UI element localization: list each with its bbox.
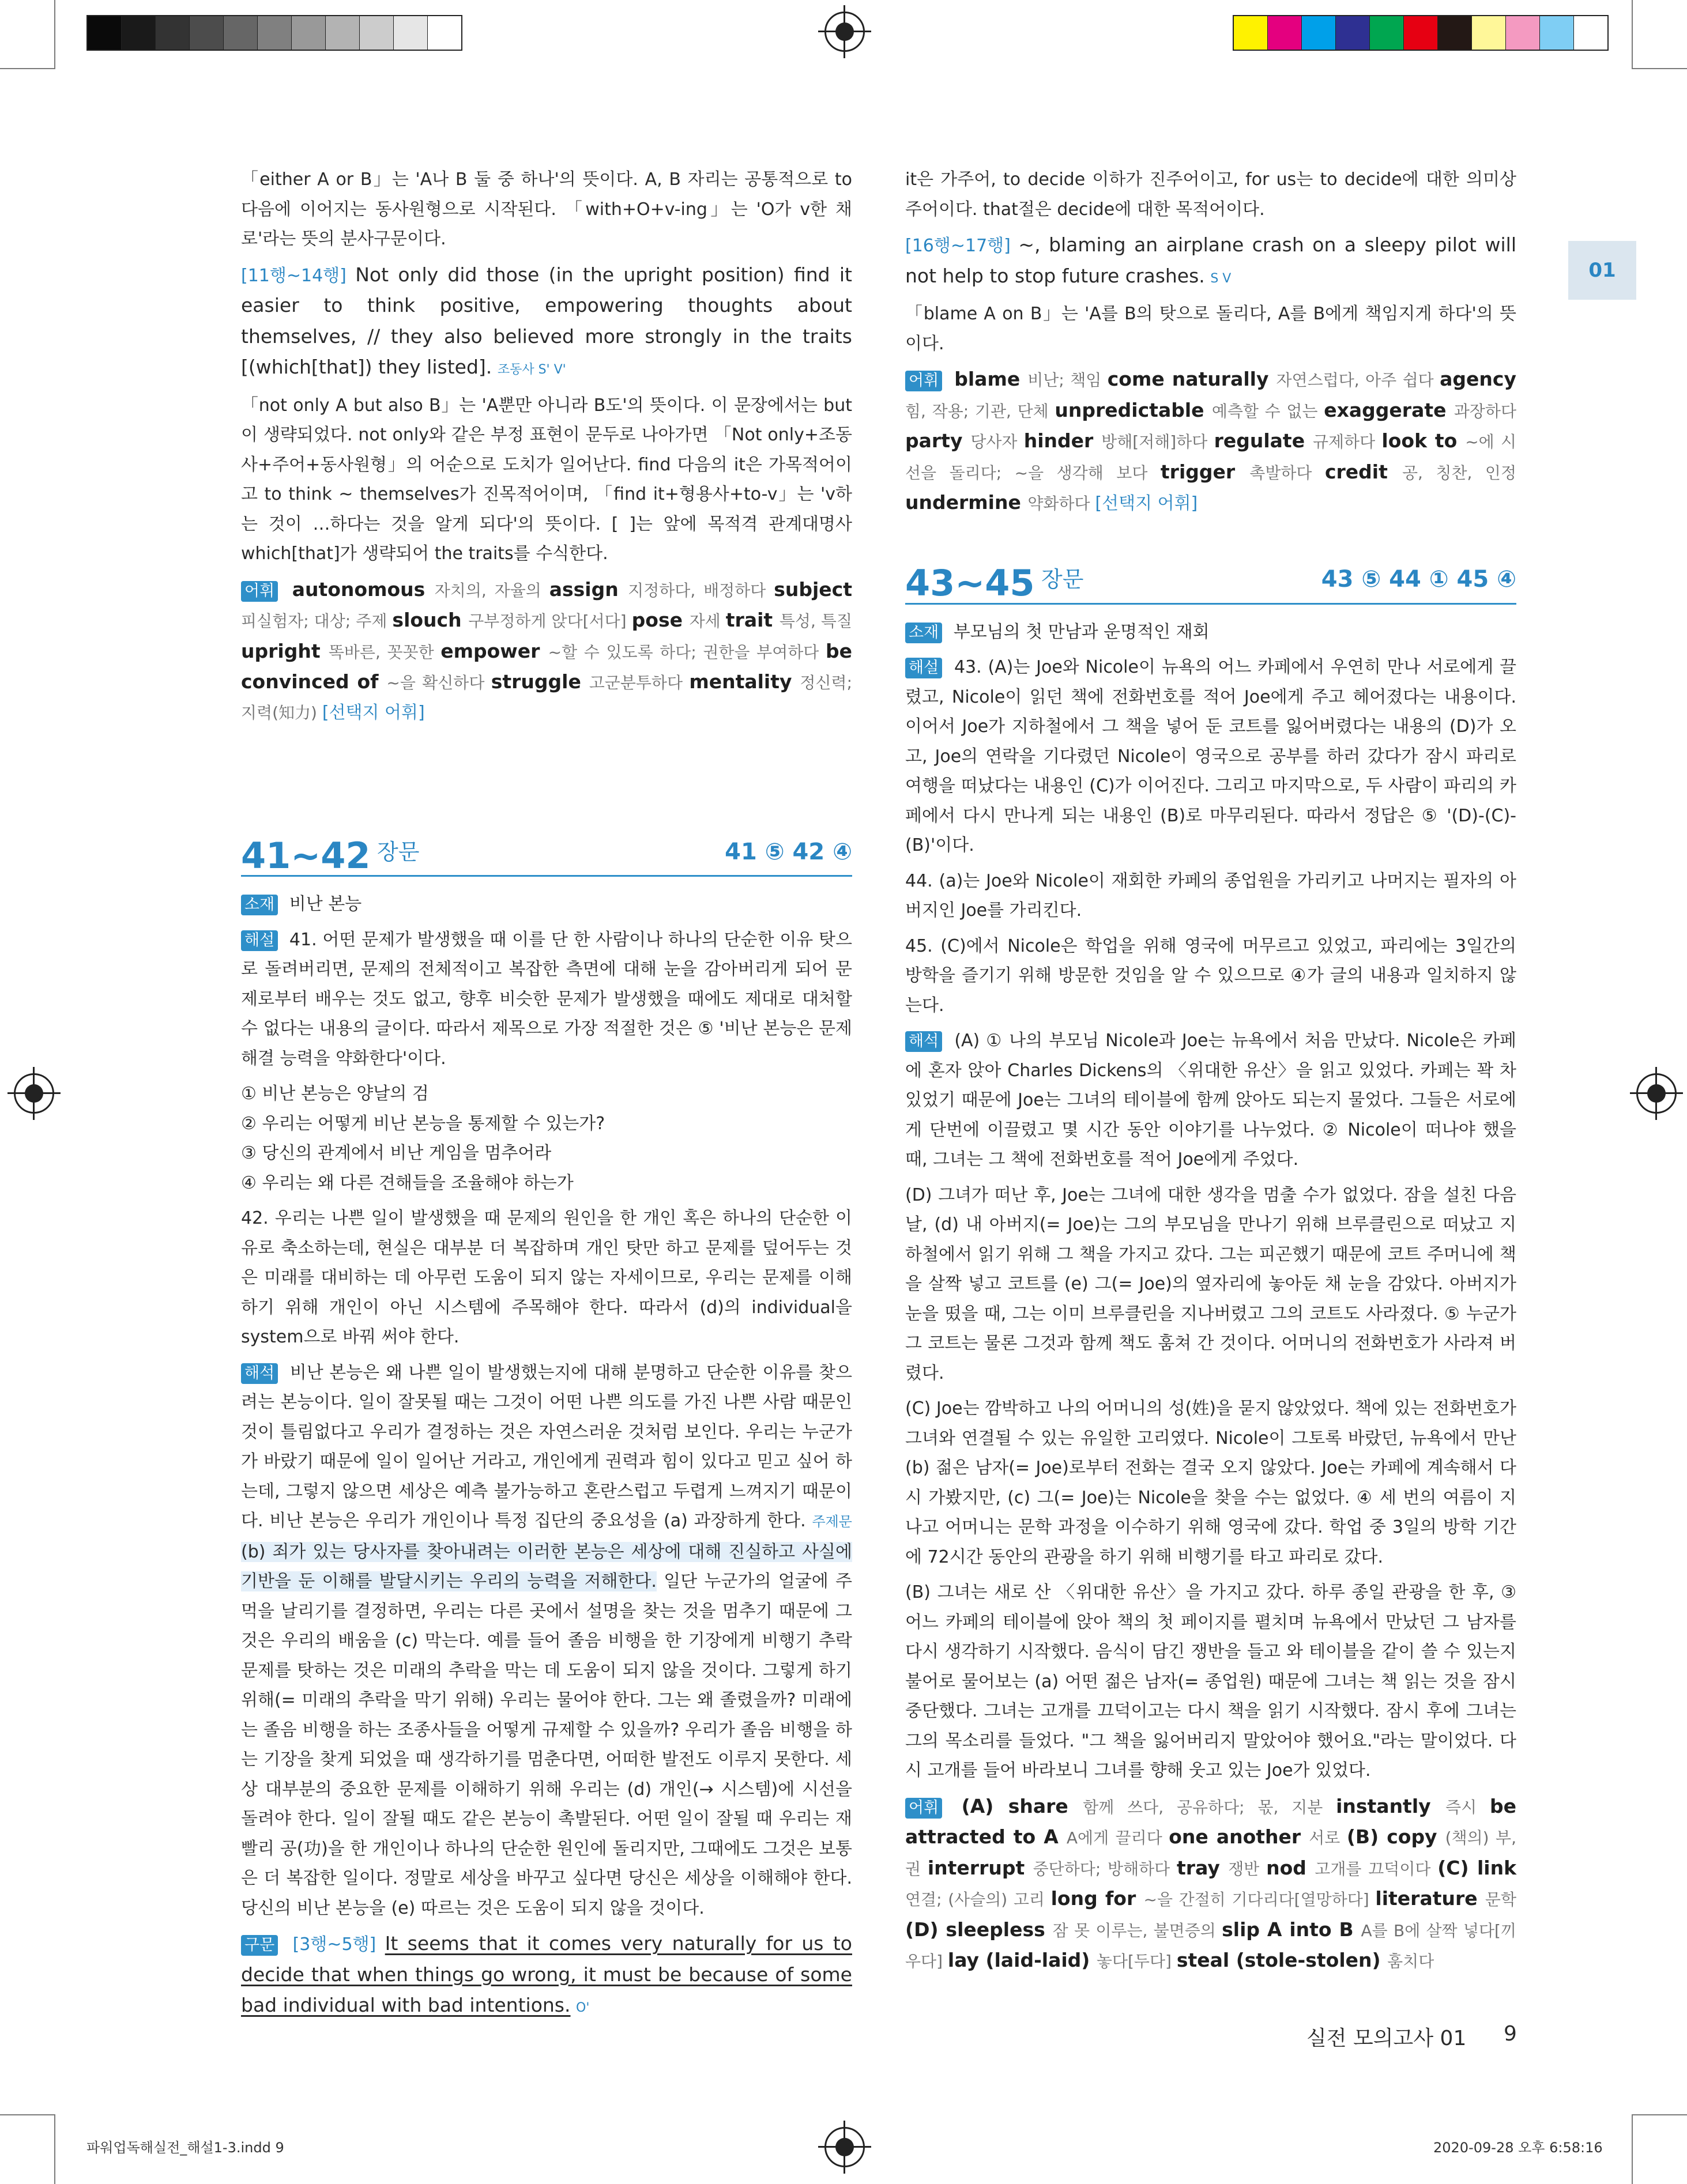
translation-text: 일단 누군가의 얼굴에 주먹을 날리기를 결정하면, 우리는 다른 곳에서 설명을 찾는 것을 멈추기 때문에 그것은 우리의 배움을 (c) 막는다. 예를 들어 졸음 비행을 한 기장에게 비행기 추락 문제를 탓하는 것은 미래의 추락을 막는 데 도움이 되지 않을 것이다. 그렇게 하기 위해(= 미래의 추락을 막기 위해) 우리는 물어야 한다. 그는 왜 졸렸을까? 미래에는 졸음 비행을 하는 조종사들을 어떻게 규제할 수 있을까? 우리가 졸음 비행을 하는 기장을 찾게 되었을 때 생각하기를 멈춘다면, 어떠한 발전도 이루지 못한다. 세상 대부분의 중요한 문제를 이해하기 위해 우리는 (d) 개인(→ 시스템)에 시선을 돌려야 한다. 일이 잘될 때도 같은 본능이 촉발된다. 어떤 일이 잘될 때 우리는 재빨리 공(功)을 한 개인이나 하나의 단순한 원인에 돌리지만, 그때에도 그것은 보통은 더 복잡한 일이다. 정말로 세상을 바꾸고 싶다면 당신은 세상을 이해해야 한다. 당신의 비난 본능을 (e) 따르는 것은 도움이 되지 않을 것이다.	[241, 1571, 852, 1918]
vocab-meaning: 약화하다	[1027, 494, 1095, 513]
vocab-meaning: ~을 간절히 기다리다[열망하다]	[1143, 1890, 1376, 1909]
option-3: ③ 당신의 관계에서 비난 게임을 멈추어라	[241, 1143, 552, 1163]
vocab-word: (B) copy	[1346, 1825, 1445, 1848]
explanation-45: 45. (C)에서 Nicole은 학업을 위해 영국에 머무르고 있었고, 파리에는 3일간의 방학을 즐기기 위해 방문한 것임을 알 수 있으므로 ④가 글의 내용과 일치하지 않는다.	[905, 936, 1516, 1016]
line-reference: [16행~17행]	[905, 236, 1011, 256]
vocab-meaning: 고개를 끄덕이다	[1315, 1859, 1438, 1879]
explanation-42: 42. 우리는 나쁜 일이 발생했을 때 문제의 원인을 한 개인 혹은 하나의 단순한 이유로 축소하는데, 현실은 대부분 더 복잡하며 개인 탓만 하고 문제를 덮어두는 것은 미래를 대비하는 데 아무런 도움이 되지 않는 자세이므로, 우리는 문제를 이해하기 위해 개인이 아닌 시스템에 주목해야 한다. 따라서 (d)의 individual을 system으로 바꿔 써야 한다.	[241, 1208, 852, 1347]
vocab-word: hinder	[1023, 429, 1102, 452]
vocab-meaning: 잠 못 이루는, 불면증의	[1052, 1921, 1222, 1940]
section-label: 장문	[377, 839, 420, 865]
vocab-word: tray	[1177, 1856, 1229, 1879]
explanation-text: 41. 어떤 문제가 발생했을 때 이를 단 한 사람이나 하나의 단순한 이유 탓으로 돌려버리면, 문제의 전체적이고 복잡한 측면에 대해 눈을 감아버리게 되어 문제로부터 배우는 것도 없고, 향후 비슷한 문제가 발생했을 때에도 제대로 대처할 수 없다는 내용의 글이다. 따라서 제목으로 가장 적절한 것은 ⑤ '비난 본능은 문제해결 능력을 약화한다'이다.	[241, 929, 852, 1069]
crop-mark	[0, 68, 55, 69]
vocab-word: trigger	[1160, 460, 1250, 483]
vocab-word: assign	[549, 578, 628, 601]
color-swatch	[359, 16, 393, 50]
grammar-note: 「either A or B」는 'A나 B 둘 중 하나'의 뜻이다. A, B 자리는 공통적으로 to 다음에 이어지는 동사원형으로 시작된다. 「with+O+v-ing」는 'O가 v한 채로'라는 뜻의 분사구문이다.	[241, 169, 852, 249]
footer-title: 실전 모의고사 01	[1306, 2027, 1467, 2050]
sentence-analysis	[905, 230, 1516, 293]
vocab-meaning: 쟁반	[1228, 1859, 1267, 1879]
grammar-note: 「blame A on B」는 'A를 B의 탓으로 돌리다, A를 B에게 책임지게 하다'의 뜻이다.	[905, 304, 1516, 354]
explanation-text: 43. (A)는 Joe와 Nicole이 뉴욕의 어느 카페에서 우연히 만나 서로에게 끌렸고, Nicole이 읽던 책에 전화번호를 적어 Joe에게 주고 헤어졌다는 내용이다. 이어서 Joe가 지하철에서 그 책을 넣어 둔 코트를 잃어버렸다는 내용의 (D)가 오고, Joe의 연락을 기다렸던 Nicole이 영국으로 공부를 하러 갔다가 잠시 파리로 여행을 떠났다는 내용인 (C)가 이어진다. 그리고 마지막으로, 두 사람이 파리의 카페에서 다시 만나게 되는 내용인 (B)로 마무리된다. 따라서 정답은 ⑤ '(D)-(C)-(B)'이다.	[905, 657, 1516, 855]
process-color-bar	[1233, 15, 1609, 51]
vocab-meaning: 구부정하게 앉다[서다]	[468, 612, 632, 631]
vocab-list	[905, 370, 1516, 514]
vocab-word: come naturally	[1107, 368, 1276, 390]
vocab-word: party	[905, 429, 971, 452]
vocab-list	[905, 1794, 1517, 1972]
vocab-block	[905, 364, 1516, 519]
vocab-meaning: 자치의, 자율의	[434, 580, 549, 600]
vocab-meaning: 힘, 작용; 기관, 단체	[905, 401, 1055, 421]
explanation-tag: 해설	[905, 658, 942, 678]
vocab-word: one another	[1169, 1825, 1309, 1848]
grayscale-color-bar	[86, 15, 462, 51]
grammar-marks: S V	[1210, 271, 1232, 286]
vocab-meaning: 연결; (사슬의) 고리	[905, 1890, 1051, 1909]
color-swatch	[1335, 16, 1369, 50]
vocab-word: long for	[1050, 1887, 1144, 1910]
vocab-word: regulate	[1214, 429, 1313, 452]
color-swatch	[1539, 16, 1573, 50]
vocab-meaning: ~할 수 있도록 하다; 권한을 부여하다	[548, 642, 826, 662]
vocab-word: blame	[954, 368, 1028, 390]
vocab-meaning: 함께 쓰다, 공유하다; 몫, 지분	[1083, 1797, 1336, 1817]
right-column	[905, 165, 1516, 1982]
registration-mark-left	[14, 1073, 54, 1114]
explanation-41	[241, 925, 852, 1074]
vocab-word: (D) sleepless	[905, 1918, 1053, 1941]
example-sentence: Not only did those (in the upright position) find it easier to think positive, empowering thoughts about themselves, // they also believed more strongly in the traits [(which[that]) they listed].	[241, 263, 853, 378]
vocab-meaning: A를 B에 살짝 넣다[끼우다]	[905, 1921, 1516, 1971]
vocab-meaning: 고군분투하다	[589, 673, 690, 692]
translation-A	[905, 1026, 1516, 1175]
color-swatch	[427, 16, 461, 50]
slug-date: 2020-09-28 오후 6:58:16	[1433, 2140, 1603, 2156]
vocab-meaning: 지정하다, 배정하다	[628, 580, 774, 600]
vocab-meaning: 과장하다	[1453, 401, 1517, 421]
vocab-meaning: 촉발하다	[1249, 463, 1325, 482]
translation-B: (B) 그녀는 새로 산 〈위대한 유산〉을 가지고 갔다. 하루 종일 관광을 한 후, ③ 어느 카페의 테이블에 앉아 책의 첫 페이지를 펼치며 뉴욕에서 만났던 그 남자를 다시 생각하기 시작했다. 음식이 담긴 쟁반을 들고 와 테이블을 같이 쓸 수 있는지 불어로 물어보는 (a) 어떤 젊은 남자(= 종업원) 때문에 그녀는 책 읽는 것을 잠시 중단했다. 그녀는 고개를 끄덕이고는 다시 책을 읽기 시작했다. 잠시 후에 그녀는 그의 목소리를 들었다. "그 책을 잃어버리지 말았어야 했어요."라는 말이었다. 다시 고개를 들어 바라보니 그녀를 향해 웃고 있는 Joe가 있었다.	[905, 1582, 1516, 1781]
vocab-word: steal (stole-stolen)	[1176, 1949, 1388, 1971]
vocab-meaning: 규제하다	[1312, 432, 1382, 451]
registration-mark-right	[1636, 1073, 1677, 1114]
vocab-meaning: 놓다[두다]	[1096, 1952, 1177, 1971]
topic-sentence: (b) 죄가 있는 당사자를 찾아내려는 이러한 본능은 세상에 대해 진실하고 사실에 기반을 둔 이해를 발달시키는 우리의 능력을 저해한다.	[241, 1541, 852, 1591]
vocab-meaning: ~을 확신하다	[386, 673, 491, 692]
grammar-note: it은 가주어, to decide 이하가 진주어이고, for us는 to decide에 대한 의미상 주어이다. that절은 decide에 대한 목적어이다.	[905, 169, 1516, 220]
vocab-word: undermine	[905, 491, 1028, 514]
answer-key: 43 ⑤ 44 ① 45 ④	[1321, 566, 1516, 593]
color-swatch	[223, 16, 257, 50]
color-swatch	[1403, 16, 1437, 50]
grammar-marks: O'	[576, 2001, 590, 2015]
vocab-word: slip A into B	[1222, 1918, 1361, 1941]
vocab-word: subject	[774, 578, 852, 601]
page-number: 9	[1504, 2022, 1517, 2046]
translation-D: (D) 그녀가 떠난 후, Joe는 그녀에 대한 생각을 멈출 수가 없었다. 잠을 설친 다음날, (d) 내 아버지(= Joe)는 그의 부모님을 만나기 위해 브루클린으로 떠났고 지하철에서 읽기 위해 그 책을 가지고 갔다. 그는 피곤했기 때문에 코트 주머니에 책을 살짝 넣고 코트를 (e) 그(= Joe)의 옆자리에 놓아둔 채 눈을 감았다. 아버지가 눈을 떴을 때, 그는 이미 브루클린을 지나버렸고 그의 코트도 사라졌다. ⑤ 누군가 그 코트는 물론 그것과 함께 책도 훔쳐 간 것이다. 어머니의 전화번호가 사라져 버렸다.	[905, 1185, 1516, 1383]
section-number: 43~45	[905, 562, 1035, 604]
explanation-44: 44. (a)는 Joe와 Nicole이 재회한 카페의 종업원을 가리키고 나머지는 필자의 아버지인 Joe를 가리킨다.	[905, 870, 1516, 921]
vocab-meaning: 방해[저해]하다	[1101, 432, 1214, 451]
vocab-tag: 어휘	[905, 1798, 942, 1819]
vocab-meaning: 예측할 수 없는	[1211, 401, 1324, 421]
vocab-meaning: (책의) 부, 권	[905, 1828, 1517, 1879]
topic-text: 비난 본능	[289, 894, 362, 914]
line-reference: [3행~5행]	[292, 1934, 376, 1955]
grammar-note: 「not only A but also B」는 'A뿐만 아니라 B도'의 뜻이다. 이 문장에서는 but이 생략되었다. not only와 같은 부정 표현이 문두로 나아가면 「Not only+조동사+주어+동사원형」의 어순으로 도치가 일어난다. find 다음의 it은 가목적어이고 to think ~ themselves가 진목적어이며, 「find it+형용사+to-v」는 'v하는 것이 …하다는 것을 알게 되다'의 뜻이다. [ ]는 앞에 목적격 관계대명사 which[that]가 생략되어 the traits를 수식한다.	[241, 395, 852, 564]
color-swatch	[1369, 16, 1403, 50]
topic-line	[241, 889, 852, 919]
vocab-tag: 어휘	[905, 371, 942, 391]
chapter-tab: 01	[1568, 241, 1636, 300]
option-1: ① 비난 본능은 양날의 검	[241, 1084, 429, 1104]
vocab-word: slouch	[392, 609, 469, 631]
color-swatch	[325, 16, 359, 50]
translation-text: (A) ① 나의 부모님 Nicole과 Joe는 뉴욕에서 처음 만났다. Nicole은 카페에 혼자 앉아 Charles Dickens의 〈위대한 유산〉을 읽고 있었다. 카페는 꽉 차 있었기 때문에 Joe는 그녀의 테이블에 함께 앉아도 되는지 물었다. 그들은 서로에게 단번에 이끌렸고 몇 시간 동안 이야기를 나누었다. ② Nicole이 떠나야 했을 때, 그녀는 그 책에 전화번호를 적어 Joe에게 주었다.	[905, 1031, 1516, 1170]
registration-mark-bottom	[824, 2127, 865, 2167]
vocab-meaning: A에게 끌리다	[1066, 1828, 1169, 1847]
color-swatch	[1573, 16, 1607, 50]
vocab-word: credit	[1324, 460, 1402, 483]
crop-mark	[1632, 68, 1687, 69]
registration-mark-top	[824, 12, 865, 52]
translation	[241, 1358, 852, 1923]
vocab-word: (A) share	[961, 1794, 1083, 1817]
vocab-word: empower	[440, 639, 548, 662]
vocab-word: exaggerate	[1324, 398, 1454, 421]
vocab-word: struggle	[491, 670, 589, 693]
vocab-word: pose	[631, 609, 690, 631]
vocab-word: be convinced of	[241, 639, 852, 693]
syntax-sentence: It seems that it comes very naturally for us to decide that when things go wrong, it must be because of some bad individual with bad intentions.	[241, 1932, 852, 2016]
example-sentence: ~, blaming an airplane crash on a sleepy pilot will not help to stop future crashes.	[905, 233, 1516, 287]
color-swatch	[291, 16, 325, 50]
topic-text: 부모님의 첫 만남과 운명적인 재회	[953, 621, 1210, 642]
translation-tag: 해석	[241, 1363, 278, 1384]
vocab-meaning: 특성, 특질	[779, 612, 852, 631]
section-label: 장문	[1041, 567, 1084, 592]
vocab-word: interrupt	[927, 1856, 1033, 1879]
sentence-analysis	[241, 260, 852, 385]
color-swatch	[393, 16, 427, 50]
vocab-list	[241, 580, 852, 723]
vocab-meaning: 중단하다; 방해하다	[1033, 1859, 1177, 1879]
crop-mark	[54, 0, 55, 69]
color-swatch	[1301, 16, 1335, 50]
color-swatch	[189, 16, 223, 50]
vocab-word: upright	[241, 639, 329, 662]
slug-file: 파워업독해실전_해설1-3.indd 9	[86, 2140, 284, 2156]
vocab-word: mentality	[689, 670, 800, 693]
topic-line	[905, 617, 1516, 647]
syntax-block	[241, 1929, 852, 2023]
color-swatch	[121, 16, 155, 50]
syntax-tag: 구문	[241, 1935, 278, 1956]
vocab-word: trait	[725, 609, 780, 631]
choice-vocab-label: [선택지 어휘]	[1095, 493, 1198, 514]
vocab-meaning: 피실험자; 대상; 주제	[241, 612, 393, 631]
vocab-meaning: 자세	[689, 612, 726, 631]
explanation-43	[905, 652, 1516, 861]
color-swatch	[1505, 16, 1539, 50]
vocab-meaning: 문학	[1485, 1890, 1516, 1909]
vocab-meaning: 정신력; 지력(知力)	[241, 673, 852, 722]
translation-text: 비난 본능은 왜 나쁜 일이 발생했는지에 대해 분명하고 단순한 이유를 찾으려는 본능이다. 일이 잘못될 때는 그것이 어떤 나쁜 의도를 가진 나쁜 사람 때문인 것이 틀림없다고 우리가 결정하는 것은 자연스러운 것처럼 보인다. 우리는 누군가가 바랐기 때문에 일이 일어난 거라고, 개인에게 권력과 힘이 있다고 믿고 싶어 하는데, 그렇지 않으면 세상은 예측 불가능하고 혼란스럽고 두렵게 느껴지기 때문이다. 비난 본능은 우리가 개인이나 특정 집단의 중요성을 (a) 과장하게 한다.	[241, 1362, 852, 1531]
line-reference: [11행~14행]	[241, 265, 347, 286]
color-swatch	[1471, 16, 1505, 50]
vocab-word: autonomous	[292, 578, 435, 601]
vocab-meaning: 서로	[1309, 1828, 1347, 1847]
topic-sentence-mark: 주제문	[812, 1514, 852, 1530]
section-number: 41~42	[241, 834, 371, 877]
crop-mark	[54, 2114, 55, 2184]
crop-mark	[1632, 2114, 1633, 2184]
vocab-word: nod	[1266, 1856, 1315, 1879]
vocab-meaning: 똑바른, 꼿꼿한	[328, 642, 441, 662]
color-swatch	[1267, 16, 1301, 50]
vocab-meaning: 훔치다	[1387, 1952, 1434, 1971]
option-2: ② 우리는 어떻게 비난 본능을 통제할 수 있는가?	[241, 1113, 605, 1134]
topic-tag: 소재	[905, 623, 942, 643]
vocab-word: unpredictable	[1055, 398, 1212, 421]
topic-tag: 소재	[241, 895, 278, 915]
vocab-word: agency	[1440, 368, 1516, 390]
crop-mark	[1632, 0, 1633, 69]
color-swatch	[257, 16, 291, 50]
vocab-meaning: 공, 칭찬, 인정	[1402, 463, 1517, 482]
vocab-meaning: ~에 시선을 돌리다; ~을 생각해 보다	[905, 432, 1517, 482]
color-swatch	[1234, 16, 1267, 50]
vocab-tag: 어휘	[241, 581, 278, 602]
vocab-block-2	[905, 1791, 1516, 1976]
explanation-tag: 해설	[241, 930, 278, 951]
option-4: ④ 우리는 왜 다른 견해들을 조율해야 하는가	[241, 1172, 574, 1193]
choice-vocab-label: [선택지 어휘]	[322, 702, 425, 723]
translation-tag: 해석	[905, 1031, 942, 1052]
crop-mark	[1632, 2114, 1687, 2115]
vocab-word: literature	[1375, 1887, 1485, 1910]
vocab-block	[241, 575, 852, 728]
vocab-meaning: 자연스럽다, 아주 쉽다	[1276, 371, 1440, 390]
vocab-word: instantly	[1336, 1794, 1446, 1817]
section-header-41-42	[241, 825, 852, 877]
vocab-meaning: 당사자	[970, 432, 1024, 451]
section-header-43-45	[905, 553, 1516, 605]
color-swatch	[155, 16, 189, 50]
vocab-word: be attracted to A	[905, 1794, 1517, 1848]
vocab-word: lay (laid-laid)	[947, 1949, 1097, 1971]
color-swatch	[88, 16, 121, 50]
left-column	[241, 165, 852, 2029]
vocab-meaning: 즉시	[1445, 1797, 1490, 1817]
crop-mark	[0, 2114, 55, 2115]
vocab-meaning: 비난; 책임	[1027, 371, 1108, 390]
translation-C: (C) Joe는 깜박하고 나의 어머니의 성(姓)을 묻지 않았었다. 책에 있는 전화번호가 그녀와 연결될 수 있는 유일한 고리였다. Nicole이 그토록 바랐던, 뉴욕에서 만난 (b) 젊은 남자(= Joe)로부터 전화는 결국 오지 않았다. Joe는 카페에 계속해서 다시 가봤지만, (c) 그(= Joe)는 Nicole을 찾을 수는 없었다. ④ 세 번의 여름이 지나고 어머니는 문학 과정을 이수하기 위해 영국에 갔다. 학업 중 3일의 방학 기간에 72시간 동안의 관광을 하기 위해 비행기를 타고 파리로 갔다.	[905, 1398, 1516, 1567]
grammar-marks: 조동사 S' V'	[497, 363, 566, 377]
vocab-word: look to	[1381, 429, 1466, 452]
answer-key: 41 ⑤ 42 ④	[725, 838, 852, 865]
color-swatch	[1437, 16, 1471, 50]
vocab-word: (C) link	[1437, 1856, 1517, 1879]
